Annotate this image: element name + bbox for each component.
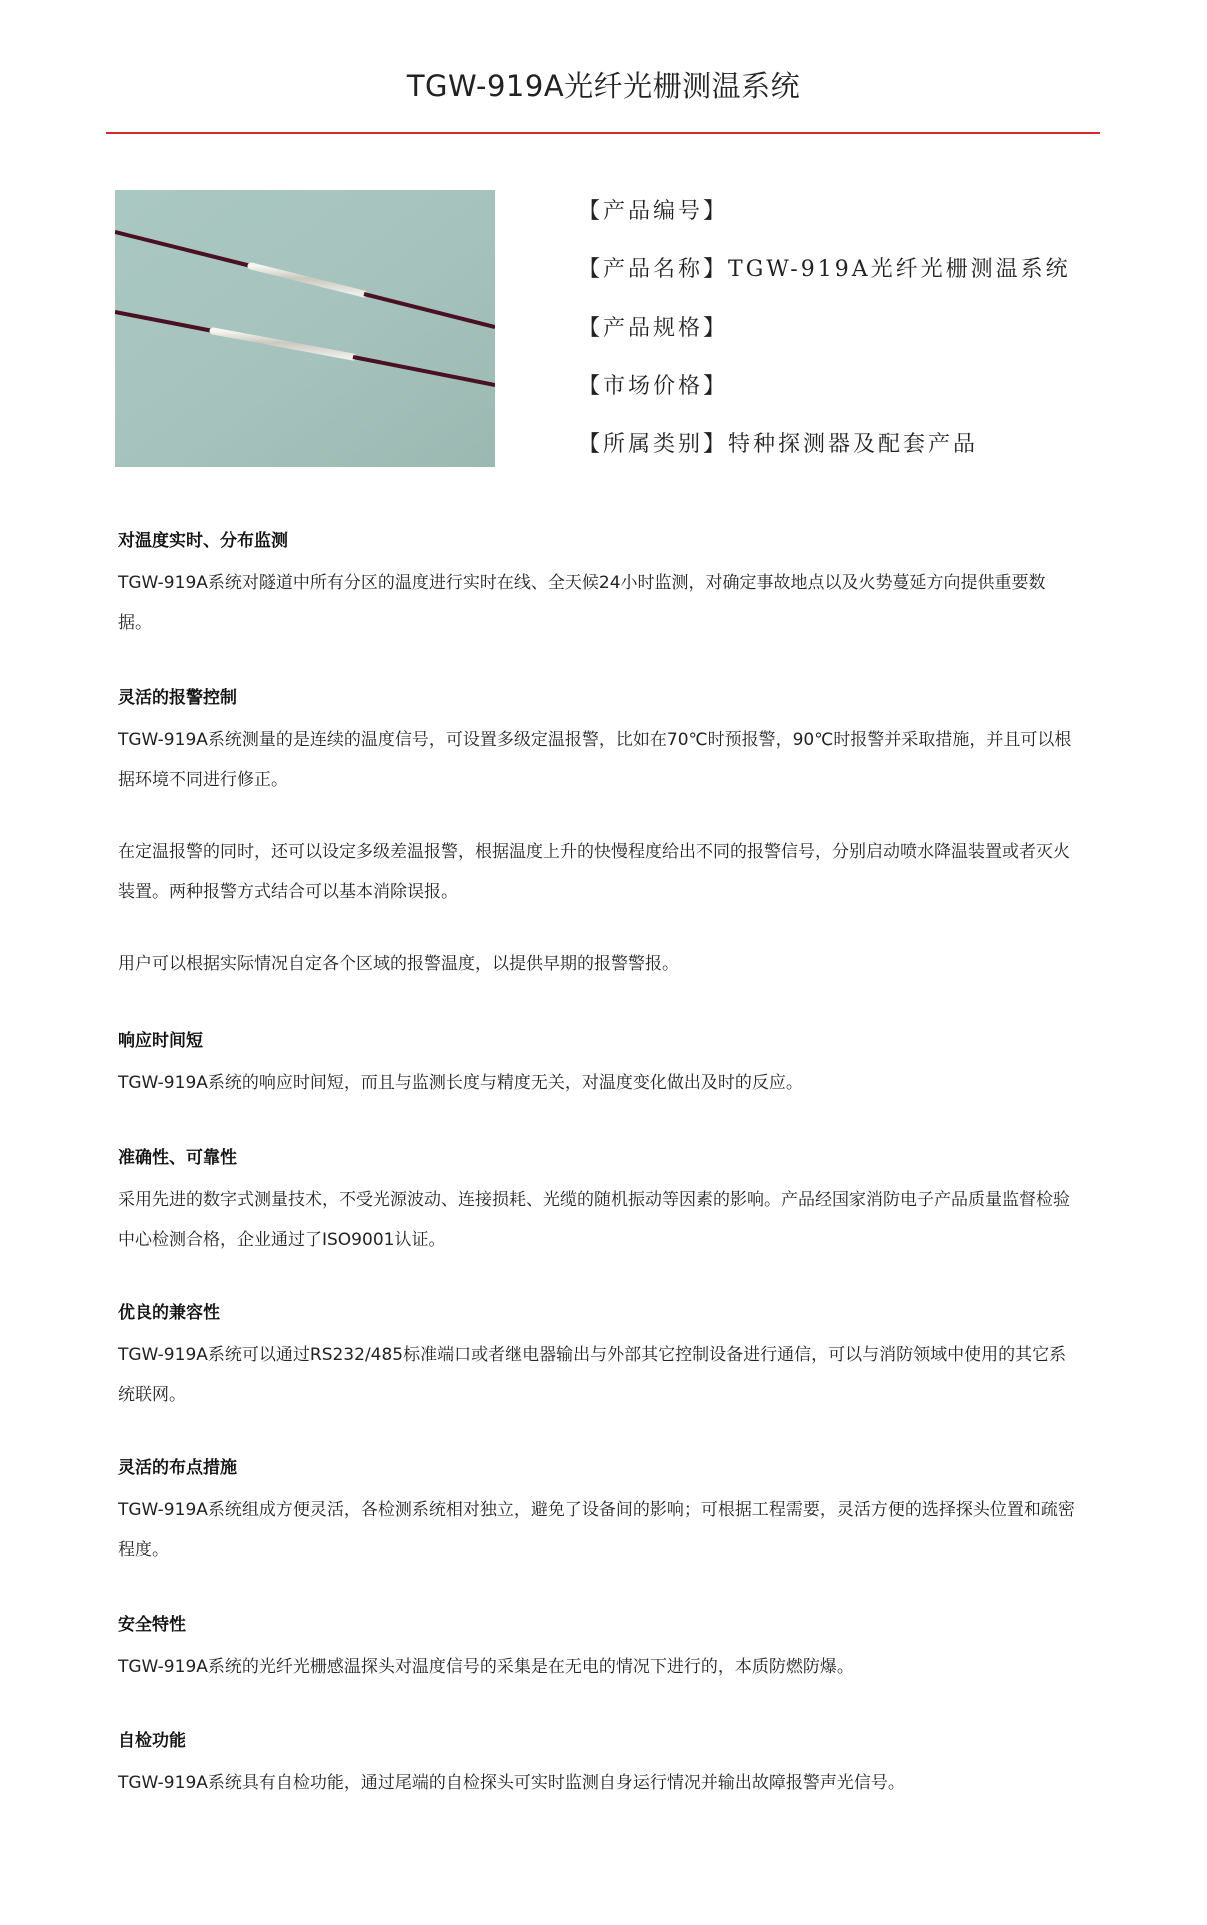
section-heading: 优良的兼容性 bbox=[118, 1303, 220, 1323]
title-divider bbox=[106, 132, 1100, 134]
spec-label: 【产品规格】 bbox=[578, 316, 729, 341]
section-heading: 灵活的报警控制 bbox=[118, 688, 237, 708]
page-title: TGW-919A光纤光栅测温系统 bbox=[406, 69, 801, 103]
section-heading: 安全特性 bbox=[118, 1615, 186, 1635]
section-paragraph: TGW-919A系统的响应时间短，而且与监测长度与精度无关，对温度变化做出及时的反应。 bbox=[118, 1073, 803, 1093]
fiber-grating-sensor-photo bbox=[115, 190, 495, 467]
section-paragraph: TGW-919A系统可以通过RS232/485标准端口或者继电器输出与外部其它控制设备进行通信，可以与消防领域中使用的其它系统联网。 bbox=[118, 1345, 1067, 1405]
spec-label: 【产品名称】 bbox=[578, 257, 729, 282]
section-paragraph: TGW-919A系统组成方便灵活，各检测系统相对独立，避免了设备间的影响；可根据工程需要，灵活方便的选择探头位置和疏密程度。 bbox=[118, 1500, 1075, 1560]
section-paragraph: 在定温报警的同时，还可以设定多级差温报警，根据温度上升的快慢程度给出不同的报警信号，分别启动喷水降温装置或者灭火装置。两种报警方式结合可以基本消除误报。 bbox=[118, 842, 1070, 902]
spec-row-market-price bbox=[578, 370, 728, 404]
section-paragraph: 采用先进的数字式测量技术，不受光源波动、连接损耗、光缆的随机振动等因素的影响。产品经国家消防电子产品质量监督检验中心检测合格，企业通过了ISO9001认证。 bbox=[118, 1190, 1070, 1250]
spec-label: 【市场价格】 bbox=[578, 374, 729, 399]
section-heading: 灵活的布点措施 bbox=[118, 1458, 237, 1478]
spec-row-category bbox=[578, 428, 978, 462]
section-paragraph: TGW-919A系统测量的是连续的温度信号，可设置多级定温报警，比如在70℃时预报警，90℃时报警并采取措施，并且可以根据环境不同进行修正。 bbox=[118, 730, 1072, 790]
section-heading: 响应时间短 bbox=[118, 1031, 203, 1051]
spec-value: 特种探测器及配套产品 bbox=[728, 432, 979, 457]
spec-label: 【产品编号】 bbox=[578, 199, 729, 224]
spec-label: 【所属类别】 bbox=[578, 432, 729, 457]
spec-row-product-name bbox=[578, 253, 1071, 287]
section-heading: 对温度实时、分布监测 bbox=[118, 531, 288, 551]
spec-value: TGW-919A光纤光栅测温系统 bbox=[728, 257, 1071, 282]
spec-row-product-spec bbox=[578, 312, 728, 346]
section-paragraph: TGW-919A系统的光纤光栅感温探头对温度信号的采集是在无电的情况下进行的，本质防燃防爆。 bbox=[118, 1657, 854, 1677]
section-heading: 自检功能 bbox=[118, 1731, 186, 1751]
section-paragraph: 用户可以根据实际情况自定各个区域的报警温度，以提供早期的报警警报。 bbox=[118, 954, 679, 974]
section-paragraph: TGW-919A系统具有自检功能，通过尾端的自检探头可实时监测自身运行情况并输出故障报警声光信号。 bbox=[118, 1773, 905, 1793]
spec-row-product-number bbox=[578, 195, 728, 229]
section-paragraph: TGW-919A系统对隧道中所有分区的温度进行实时在线、全天候24小时监测，对确定事故地点以及火势蔓延方向提供重要数据。 bbox=[118, 573, 1046, 633]
section-heading: 准确性、可靠性 bbox=[118, 1148, 237, 1168]
